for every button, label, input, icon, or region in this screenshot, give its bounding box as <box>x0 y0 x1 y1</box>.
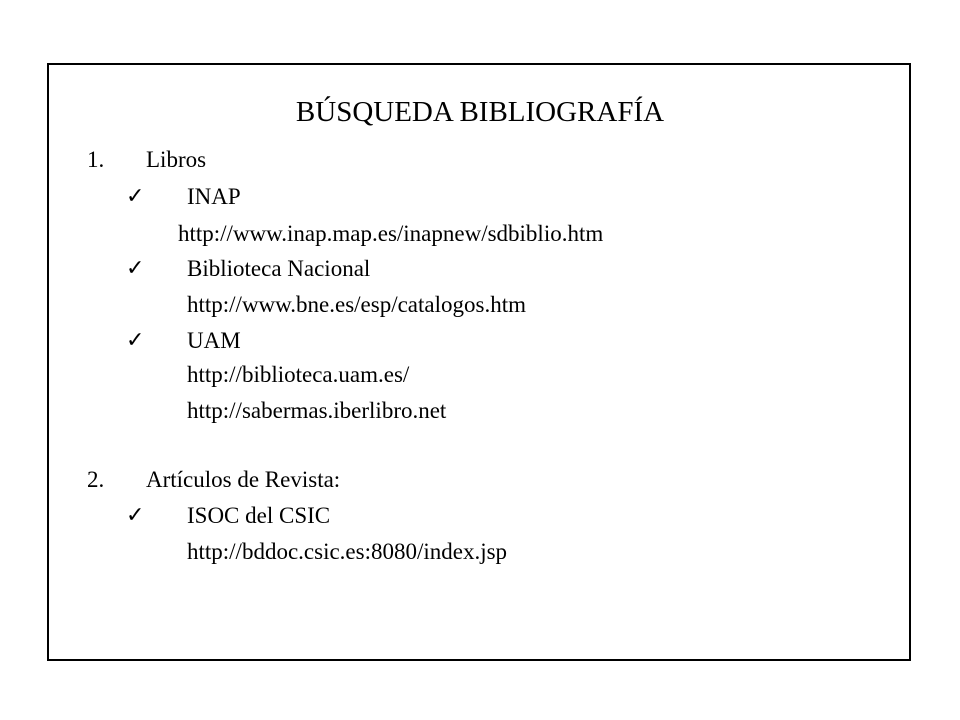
item-biblioteca-nacional: Biblioteca Nacional <box>187 256 371 281</box>
check-icon: ✓ <box>126 328 145 353</box>
url-uam-sabermas[interactable]: http://sabermas.iberlibro.net <box>187 398 447 423</box>
check-icon: ✓ <box>126 184 145 209</box>
url-uam-biblioteca[interactable]: http://biblioteca.uam.es/ <box>187 362 410 387</box>
item-inap: INAP <box>187 184 241 209</box>
item-uam: UAM <box>187 328 241 353</box>
section-label-articulos: Artículos de Revista: <box>146 467 341 492</box>
item-isoc-csic: ISOC del CSIC <box>187 503 331 528</box>
url-inap[interactable]: http://www.inap.map.es/inapnew/sdbiblio.htm <box>178 221 604 246</box>
check-icon: ✓ <box>126 256 145 281</box>
section-label-libros: Libros <box>146 147 207 172</box>
url-bne[interactable]: http://www.bne.es/esp/catalogos.htm <box>187 292 526 317</box>
check-icon: ✓ <box>126 503 145 528</box>
url-isoc[interactable]: http://bddoc.csic.es:8080/index.jsp <box>187 539 508 564</box>
section-number-1: 1. <box>87 147 105 172</box>
section-number-2: 2. <box>87 467 105 492</box>
slide-title: BÚSQUEDA BIBLIOGRAFÍA <box>295 96 665 128</box>
